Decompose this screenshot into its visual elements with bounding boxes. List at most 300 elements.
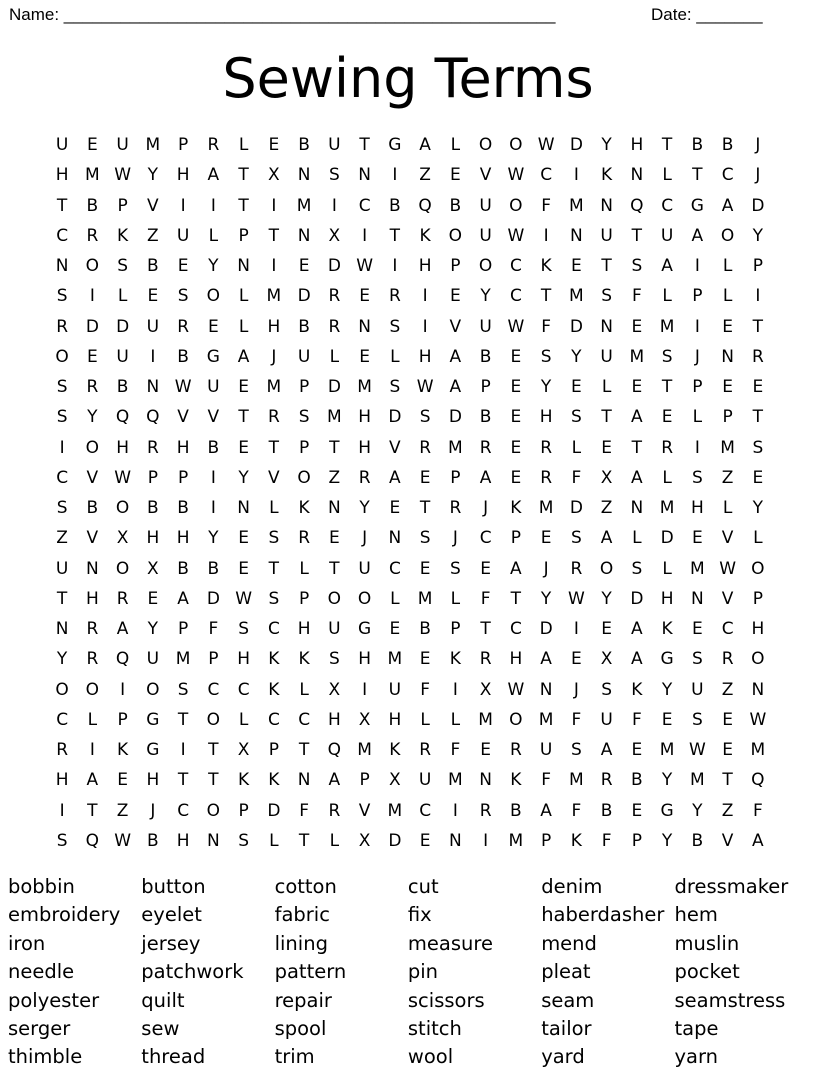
grid-letter[interactable]: L [662,467,672,488]
grid-letter[interactable]: U [539,740,553,761]
grid-letter[interactable]: W [416,377,434,398]
grid-letter[interactable]: M [145,135,161,156]
grid-letter[interactable]: E [480,740,491,761]
grid-letter[interactable]: C [56,709,69,730]
grid-letter[interactable]: E [389,619,401,640]
grid-letter[interactable]: W [114,165,132,186]
grid-letter[interactable]: L [117,286,128,307]
grid-letter[interactable]: H [630,135,644,156]
grid-letter[interactable]: M [569,286,584,307]
grid-letter[interactable]: S [752,437,764,458]
grid-letter[interactable]: Q [115,407,130,428]
grid-letter[interactable]: K [449,649,461,670]
grid-letter[interactable]: E [480,558,491,579]
grid-letter[interactable]: L [450,135,461,156]
grid-letter[interactable]: I [483,830,489,851]
grid-letter[interactable]: T [208,740,219,761]
grid-letter[interactable]: P [298,377,310,398]
grid-letter[interactable]: E [601,619,612,640]
grid-letter[interactable]: I [694,437,700,458]
grid-letter[interactable]: N [449,830,462,851]
grid-letter[interactable]: E [147,588,159,609]
grid-letter[interactable]: E [359,346,370,367]
grid-letter[interactable]: L [269,830,279,851]
grid-letter[interactable]: G [146,740,160,761]
grid-letter[interactable]: T [661,377,673,398]
grid-letter[interactable]: L [299,679,309,700]
grid-letter[interactable]: X [328,225,341,246]
grid-letter[interactable]: W [507,316,525,337]
grid-letter[interactable]: R [328,316,341,337]
grid-letter[interactable]: R [540,437,553,458]
grid-letter[interactable]: Y [208,256,219,277]
grid-letter[interactable]: V [86,528,99,549]
grid-letter[interactable]: O [206,709,221,730]
grid-letter[interactable]: A [389,467,401,488]
grid-letter[interactable]: S [691,709,703,730]
grid-letter[interactable]: D [206,588,220,609]
grid-letter[interactable]: Y [208,528,219,549]
grid-letter[interactable]: G [388,135,402,156]
grid-letter[interactable]: S [268,528,280,549]
grid-letter[interactable]: O [85,256,100,277]
grid-letter[interactable]: R [570,558,583,579]
grid-letter[interactable]: A [207,165,220,186]
grid-letter[interactable]: D [630,588,644,609]
grid-letter[interactable]: N [479,770,492,791]
grid-letter[interactable]: S [389,377,401,398]
grid-letter[interactable]: R [207,135,220,156]
grid-letter[interactable]: Z [116,800,129,821]
grid-letter[interactable]: C [509,256,522,277]
grid-letter[interactable]: R [56,740,69,761]
grid-letter[interactable]: T [752,407,764,428]
grid-letter[interactable]: M [629,346,645,367]
grid-letter[interactable]: V [177,407,189,428]
grid-letter[interactable]: J [573,679,579,700]
grid-letter[interactable]: S [56,498,68,519]
grid-letter[interactable]: A [600,528,613,549]
grid-letter[interactable]: T [419,498,431,519]
grid-letter[interactable]: B [298,316,310,337]
grid-letter[interactable]: T [298,830,310,851]
grid-letter[interactable]: M [569,195,584,216]
grid-letter[interactable]: I [180,740,186,761]
grid-letter[interactable]: D [448,407,462,428]
grid-letter[interactable]: P [298,588,310,609]
grid-letter[interactable]: E [692,528,703,549]
grid-letter[interactable]: H [358,407,372,428]
grid-letter[interactable]: T [389,225,401,246]
grid-letter[interactable]: P [117,195,128,216]
grid-letter[interactable]: T [631,225,643,246]
grid-letter[interactable]: P [480,377,491,398]
grid-letter[interactable]: V [721,830,734,851]
grid-letter[interactable]: L [722,256,733,277]
grid-letter[interactable]: T [359,135,370,156]
grid-letter[interactable]: T [601,407,612,428]
grid-letter[interactable]: W [174,377,192,398]
grid-letter[interactable]: Y [661,830,673,851]
grid-letter[interactable]: F [631,709,642,730]
grid-letter[interactable]: B [600,800,613,821]
grid-letter[interactable]: R [328,286,341,307]
grid-letter[interactable]: F [571,467,582,488]
grid-letter[interactable]: L [692,407,703,428]
grid-letter[interactable]: H [418,256,432,277]
grid-letter[interactable]: S [177,286,189,307]
grid-letter[interactable]: B [721,135,734,156]
grid-letter[interactable]: Q [85,830,100,851]
grid-letter[interactable]: L [662,165,672,186]
grid-letter[interactable]: R [449,498,462,519]
grid-letter[interactable]: Y [661,679,673,700]
grid-letter[interactable]: V [479,165,492,186]
grid-letter[interactable]: Y [56,649,68,670]
grid-letter[interactable]: I [755,286,761,307]
grid-letter[interactable]: B [116,377,129,398]
grid-letter[interactable]: R [751,346,764,367]
grid-letter[interactable]: L [601,377,612,398]
grid-letter[interactable]: O [55,346,69,367]
grid-letter[interactable]: H [116,437,130,458]
grid-letter[interactable]: M [659,316,675,337]
grid-letter[interactable]: O [448,225,463,246]
grid-letter[interactable]: F [571,709,582,730]
grid-letter[interactable]: F [631,286,642,307]
grid-letter[interactable]: T [692,165,703,186]
grid-letter[interactable]: N [388,528,402,549]
grid-letter[interactable]: R [479,437,492,458]
grid-letter[interactable]: I [210,498,216,519]
grid-letter[interactable]: M [508,830,524,851]
grid-letter[interactable]: A [631,619,643,640]
grid-letter[interactable]: N [328,498,341,519]
grid-letter[interactable]: I [694,316,700,337]
grid-letter[interactable]: N [539,679,553,700]
grid-letter[interactable]: I [210,195,216,216]
grid-letter[interactable]: M [720,437,735,458]
grid-letter[interactable]: W [507,165,525,186]
grid-letter[interactable]: E [722,377,733,398]
grid-letter[interactable]: T [329,437,340,458]
grid-letter[interactable]: T [87,800,98,821]
grid-letter[interactable]: O [85,437,100,458]
grid-letter[interactable]: I [422,286,428,307]
grid-letter[interactable]: H [146,528,160,549]
grid-letter[interactable]: E [571,649,582,670]
grid-letter[interactable]: R [86,619,99,640]
grid-letter[interactable]: R [86,649,99,670]
grid-letter[interactable]: L [722,286,733,307]
grid-letter[interactable]: U [479,316,492,337]
grid-letter[interactable]: U [600,225,613,246]
grid-letter[interactable]: X [116,528,129,549]
grid-letter[interactable]: X [328,679,341,700]
grid-letter[interactable]: E [722,740,733,761]
grid-letter[interactable]: R [146,437,159,458]
grid-letter[interactable]: M [659,740,675,761]
grid-letter[interactable]: J [755,165,761,186]
grid-letter[interactable]: M [266,286,282,307]
grid-letter[interactable]: Y [752,225,764,246]
grid-letter[interactable]: J [543,558,549,579]
grid-letter[interactable]: P [450,619,461,640]
grid-letter[interactable]: T [208,770,219,791]
grid-letter[interactable]: D [388,830,402,851]
grid-letter[interactable]: A [479,467,492,488]
grid-letter[interactable]: M [387,800,403,821]
grid-letter[interactable]: K [117,740,129,761]
grid-letter[interactable]: O [55,679,69,700]
grid-letter[interactable]: B [631,770,643,791]
grid-letter[interactable]: U [116,346,129,367]
grid-letter[interactable]: G [358,619,372,640]
grid-letter[interactable]: E [117,770,128,791]
grid-letter[interactable]: I [271,195,277,216]
grid-letter[interactable]: O [115,558,130,579]
grid-letter[interactable]: R [661,437,674,458]
grid-letter[interactable]: C [388,558,401,579]
grid-letter[interactable]: D [751,195,765,216]
grid-letter[interactable]: B [298,135,310,156]
grid-letter[interactable]: F [541,316,552,337]
grid-letter[interactable]: P [238,225,249,246]
grid-letter[interactable]: H [176,437,190,458]
grid-letter[interactable]: B [147,498,159,519]
grid-letter[interactable]: P [722,407,733,428]
grid-letter[interactable]: E [208,316,219,337]
grid-letter[interactable]: H [176,830,190,851]
grid-letter[interactable]: O [478,256,493,277]
grid-letter[interactable]: S [419,407,431,428]
grid-letter[interactable]: H [55,165,69,186]
grid-letter[interactable]: E [298,256,310,277]
grid-letter[interactable]: R [388,286,401,307]
grid-letter[interactable]: C [56,467,69,488]
grid-letter[interactable]: H [327,709,341,730]
grid-letter[interactable]: O [751,558,765,579]
grid-letter[interactable]: S [601,286,613,307]
grid-letter[interactable]: L [238,286,249,307]
grid-letter[interactable]: S [691,467,703,488]
grid-letter[interactable]: E [631,377,643,398]
grid-letter[interactable]: R [358,467,371,488]
grid-letter[interactable]: X [600,467,613,488]
grid-letter[interactable]: N [237,498,250,519]
grid-letter[interactable]: B [177,498,189,519]
grid-letter[interactable]: P [268,740,279,761]
grid-letter[interactable]: T [661,135,673,156]
grid-letter[interactable]: I [59,437,65,458]
grid-letter[interactable]: F [480,588,491,609]
grid-letter[interactable]: D [569,498,583,519]
grid-letter[interactable]: J [452,528,458,549]
grid-letter[interactable]: A [752,830,764,851]
grid-letter[interactable]: Y [238,467,249,488]
grid-letter[interactable]: B [86,498,99,519]
grid-letter[interactable]: D [388,407,402,428]
grid-letter[interactable]: W [567,588,585,609]
grid-letter[interactable]: E [419,830,431,851]
grid-letter[interactable]: H [751,619,765,640]
grid-letter[interactable]: S [570,407,582,428]
grid-letter[interactable]: B [147,830,159,851]
grid-letter[interactable]: Q [327,740,342,761]
grid-letter[interactable]: W [507,225,525,246]
grid-letter[interactable]: H [690,498,704,519]
grid-letter[interactable]: H [358,649,372,670]
grid-letter[interactable]: I [543,225,549,246]
grid-letter[interactable]: S [570,740,582,761]
grid-letter[interactable]: E [510,377,522,398]
grid-letter[interactable]: H [146,770,160,791]
grid-letter[interactable]: C [419,800,432,821]
grid-letter[interactable]: N [146,377,160,398]
grid-letter[interactable]: N [297,165,311,186]
grid-letter[interactable]: I [271,256,277,277]
grid-letter[interactable]: C [661,195,674,216]
grid-letter[interactable]: H [509,649,523,670]
grid-letter[interactable]: E [419,558,431,579]
grid-letter[interactable]: X [479,679,492,700]
grid-letter[interactable]: W [507,679,525,700]
grid-letter[interactable]: J [483,498,489,519]
grid-letter[interactable]: G [660,649,674,670]
grid-letter[interactable]: U [207,377,220,398]
grid-letter[interactable]: S [117,256,129,277]
grid-letter[interactable]: C [267,619,280,640]
grid-letter[interactable]: D [85,316,99,337]
grid-letter[interactable]: Z [419,165,431,186]
grid-letter[interactable]: M [266,377,282,398]
grid-letter[interactable]: O [327,588,342,609]
grid-letter[interactable]: E [450,286,461,307]
grid-letter[interactable]: W [749,709,767,730]
grid-letter[interactable]: R [328,800,341,821]
grid-letter[interactable]: Z [600,498,613,519]
grid-letter[interactable]: Y [540,377,552,398]
grid-letter[interactable]: L [662,286,672,307]
grid-letter[interactable]: P [147,467,158,488]
grid-letter[interactable]: U [55,558,69,579]
grid-letter[interactable]: S [661,346,673,367]
grid-letter[interactable]: D [116,316,130,337]
grid-letter[interactable]: V [268,467,280,488]
grid-letter[interactable]: F [299,800,310,821]
grid-letter[interactable]: J [694,346,700,367]
grid-letter[interactable]: R [177,316,190,337]
grid-letter[interactable]: T [510,588,522,609]
grid-letter[interactable]: Y [480,286,491,307]
grid-letter[interactable]: O [751,649,765,670]
grid-letter[interactable]: Y [571,346,582,367]
grid-letter[interactable]: A [237,346,250,367]
grid-letter[interactable]: N [86,558,99,579]
grid-letter[interactable]: W [114,467,132,488]
grid-letter[interactable]: L [269,498,279,519]
grid-letter[interactable]: P [177,467,189,488]
grid-letter[interactable]: U [328,135,341,156]
grid-letter[interactable]: M [175,649,191,670]
grid-letter[interactable]: K [268,770,280,791]
grid-letter[interactable]: E [419,649,431,670]
grid-letter[interactable]: A [540,800,552,821]
grid-letter[interactable]: N [207,830,220,851]
grid-letter[interactable]: I [422,316,428,337]
grid-letter[interactable]: N [297,225,311,246]
grid-letter[interactable]: H [176,528,190,549]
grid-letter[interactable]: E [87,135,98,156]
grid-letter[interactable]: U [146,649,160,670]
grid-letter[interactable]: H [388,709,402,730]
grid-letter[interactable]: O [85,679,100,700]
grid-letter[interactable]: D [569,135,583,156]
grid-letter[interactable]: N [751,679,765,700]
grid-letter[interactable]: T [238,165,249,186]
grid-letter[interactable]: K [298,649,310,670]
grid-letter[interactable]: K [540,256,552,277]
grid-letter[interactable]: G [146,709,160,730]
grid-letter[interactable]: H [267,316,281,337]
grid-letter[interactable]: E [692,619,703,640]
grid-letter[interactable]: L [753,528,763,549]
grid-letter[interactable]: T [631,437,643,458]
grid-letter[interactable]: L [420,709,430,730]
grid-letter[interactable]: L [238,709,249,730]
grid-letter[interactable]: Y [147,165,159,186]
grid-letter[interactable]: X [268,165,280,186]
grid-letter[interactable]: Q [146,407,160,428]
grid-letter[interactable]: F [752,800,763,821]
grid-letter[interactable]: F [601,830,612,851]
grid-letter[interactable]: V [721,588,734,609]
grid-letter[interactable]: P [177,619,189,640]
grid-letter[interactable]: O [297,467,311,488]
grid-letter[interactable]: M [538,709,554,730]
grid-letter[interactable]: S [177,679,189,700]
grid-letter[interactable]: M [296,195,312,216]
grid-letter[interactable]: H [418,346,432,367]
grid-letter[interactable]: H [176,165,190,186]
grid-letter[interactable]: P [177,135,189,156]
grid-letter[interactable]: S [298,407,310,428]
grid-letter[interactable]: V [358,800,371,821]
grid-letter[interactable]: I [694,256,700,277]
grid-letter[interactable]: F [450,740,461,761]
grid-letter[interactable]: E [450,165,461,186]
grid-letter[interactable]: B [691,830,704,851]
grid-letter[interactable]: O [599,558,614,579]
grid-letter[interactable]: R [267,407,280,428]
grid-letter[interactable]: A [721,195,734,216]
grid-letter[interactable]: R [56,316,69,337]
grid-letter[interactable]: G [206,346,220,367]
grid-letter[interactable]: L [632,528,642,549]
grid-letter[interactable]: W [537,135,555,156]
grid-letter[interactable]: N [55,256,69,277]
grid-letter[interactable]: O [115,498,130,519]
grid-letter[interactable]: A [449,346,462,367]
grid-letter[interactable]: P [510,528,521,549]
grid-letter[interactable]: P [359,770,370,791]
grid-letter[interactable]: R [419,740,432,761]
grid-letter[interactable]: Q [115,649,130,670]
grid-letter[interactable]: B [479,407,492,428]
grid-letter[interactable]: V [389,437,401,458]
grid-letter[interactable]: L [662,558,672,579]
grid-letter[interactable]: N [237,256,250,277]
